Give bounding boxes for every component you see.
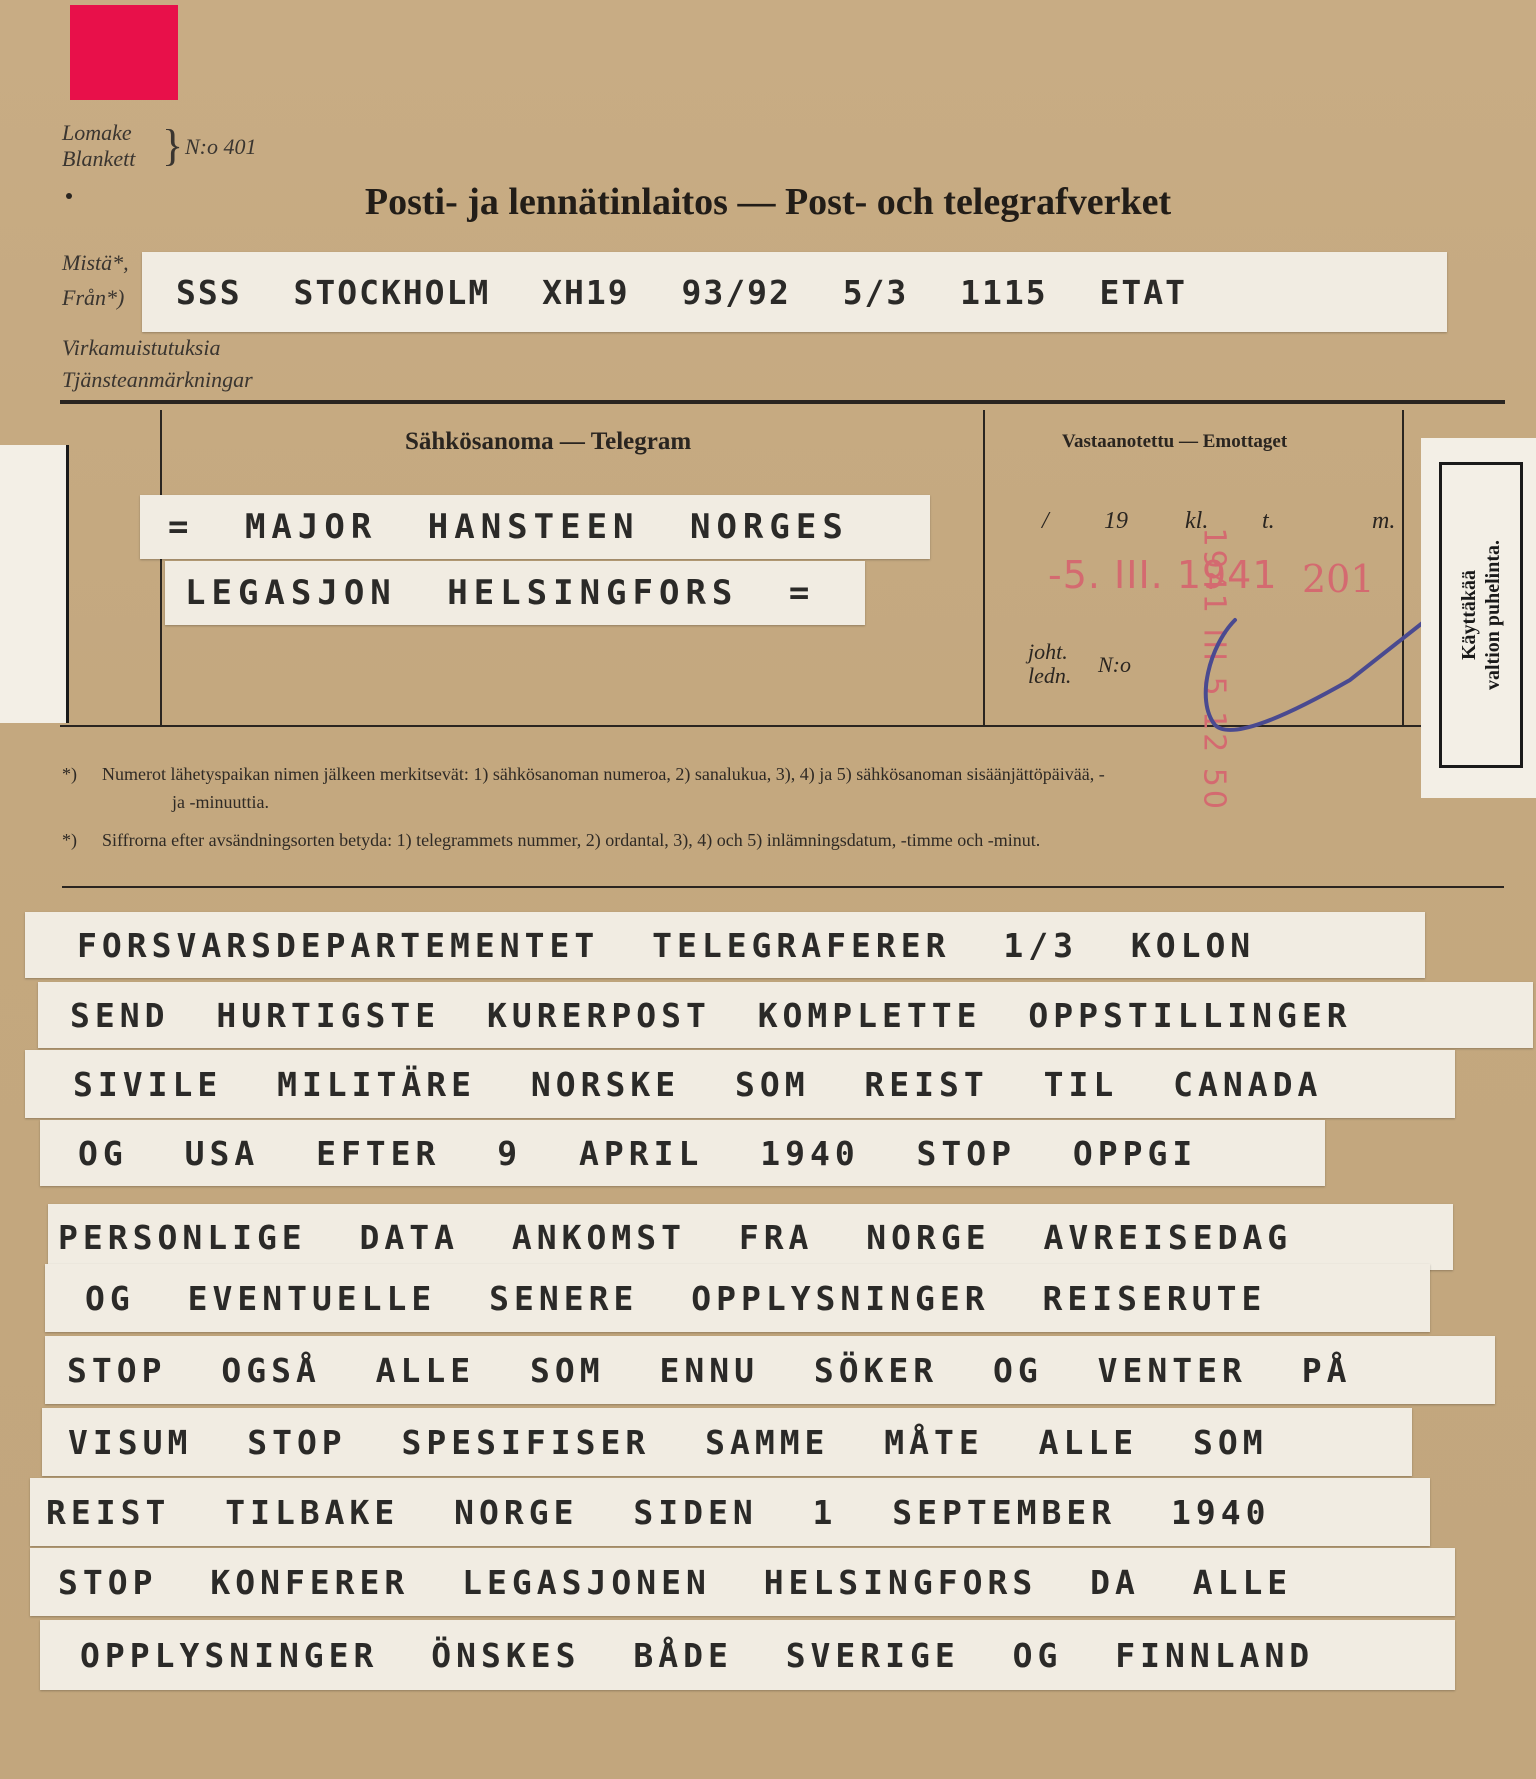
side-label-text [1457, 540, 1505, 690]
footnote-sv: Siffrorna efter avsändningsorten betyda: 1) telegrammets nummer, 2) ordantal, 3), 4) och 5) inlämningsdatum, -timme och -minut. [102, 830, 1041, 850]
footnote-sv-marker: *) [62, 830, 77, 850]
side-label-line-1: Käyttäkää [1458, 570, 1480, 661]
message-line-7: STOP OGSÅ ALLE SOM ENNU SÖKER OG VENTER PÅ [45, 1336, 1495, 1404]
vertical-stamp: 1941 III 5 12 50 [1196, 527, 1232, 812]
received-year: 19 [1104, 508, 1128, 534]
form-brace: } [162, 121, 184, 170]
message-line-10: STOP KONFERER LEGASJONEN HELSINGFORS DA ALLE [30, 1548, 1455, 1616]
message-line-3: SIVILE MILITÄRE NORSKE SOM REIST TIL CANADA [25, 1050, 1455, 1118]
message-top-rule [62, 886, 1504, 888]
side-label-tab [1421, 438, 1536, 798]
service-label-sv: Tjänsteanmärkningar [62, 367, 253, 392]
received-number-stamp: 201 [1302, 557, 1375, 601]
from-label-fi: Mistä*, [62, 250, 129, 275]
received-slash: / [1042, 508, 1049, 534]
message-line-6: OG EVENTUELLE SENERE OPPLYSNINGER REISERUTE [45, 1264, 1430, 1332]
side-label-box [1439, 462, 1523, 768]
form-heading: Posti- ja lennätinlaitos — Post- och telegrafverket [364, 181, 1172, 223]
message-line-2: SEND HURTIGSTE KURERPOST KOMPLETTE OPPSTILLINGER [38, 982, 1533, 1048]
message-line-1: FORSVARSDEPARTEMENTET TELEGRAFERER 1/3 KOLON [25, 912, 1425, 978]
from-strip: SSS STOCKHOLM XH19 93/92 5/3 1115 ETAT [142, 252, 1447, 332]
received-m: m. [1372, 508, 1396, 534]
message-line-4: OG USA EFTER 9 APRIL 1940 STOP OPPGI [40, 1120, 1325, 1186]
footnote-fi: Numerot lähetyspaikan nimen jälkeen merkitsevät: 1) sähkösanoman numeroa, 2) sanalukua, 3), 4) ja 5) sähkösanoman sisäänjättöpäivää, - [102, 764, 1105, 784]
top-rule [60, 400, 1505, 404]
message-line-5: PERSONLIGE DATA ANKOMST FRA NORGE AVREISEDAG [48, 1204, 1453, 1270]
received-date-stamp: -5. III. 1941 [1048, 553, 1278, 597]
table-divider-left [160, 410, 162, 725]
joht-label: joht. [1028, 639, 1068, 664]
form-label-sv: Blankett [62, 146, 136, 171]
form-number: N:o 401 [185, 134, 257, 159]
from-label-sv: Från*) [62, 285, 125, 310]
address-line-1: = MAJOR HANSTEEN NORGES [140, 495, 930, 559]
message-line-8: VISUM STOP SPESIFISER SAMME MÅTE ALLE SOM [42, 1408, 1412, 1476]
ledn-label: ledn. [1028, 663, 1072, 688]
no-label: N:o [1098, 652, 1131, 677]
received-label: Vastaanotettu — Emottaget [1062, 431, 1288, 452]
received-t: t. [1262, 508, 1275, 534]
message-line-9: REIST TILBAKE NORGE SIDEN 1 SEPTEMBER 1940 [30, 1478, 1430, 1546]
left-clip-tab [0, 445, 69, 723]
address-line-2: LEGASJON HELSINGFORS = [165, 561, 865, 625]
form-label-fi: Lomake [62, 120, 132, 145]
service-label-fi: Virkamuistutuksia [62, 335, 221, 360]
footnote-fi-cont: ja -minuuttia. [172, 792, 269, 812]
message-line-11: OPPLYSNINGER ÖNSKES BÅDE SVERIGE OG FINNLAND [40, 1620, 1455, 1690]
footnote-fi-marker: *) [62, 764, 77, 784]
received-kl: kl. [1185, 508, 1209, 534]
side-label-line-2: valtion puhelinta. [1482, 539, 1504, 691]
pencil-check-mark [1190, 605, 1440, 735]
red-tab-marker [70, 5, 178, 100]
telegram-label: Sähkösanoma — Telegram [405, 428, 692, 455]
table-divider-mid [983, 410, 985, 725]
